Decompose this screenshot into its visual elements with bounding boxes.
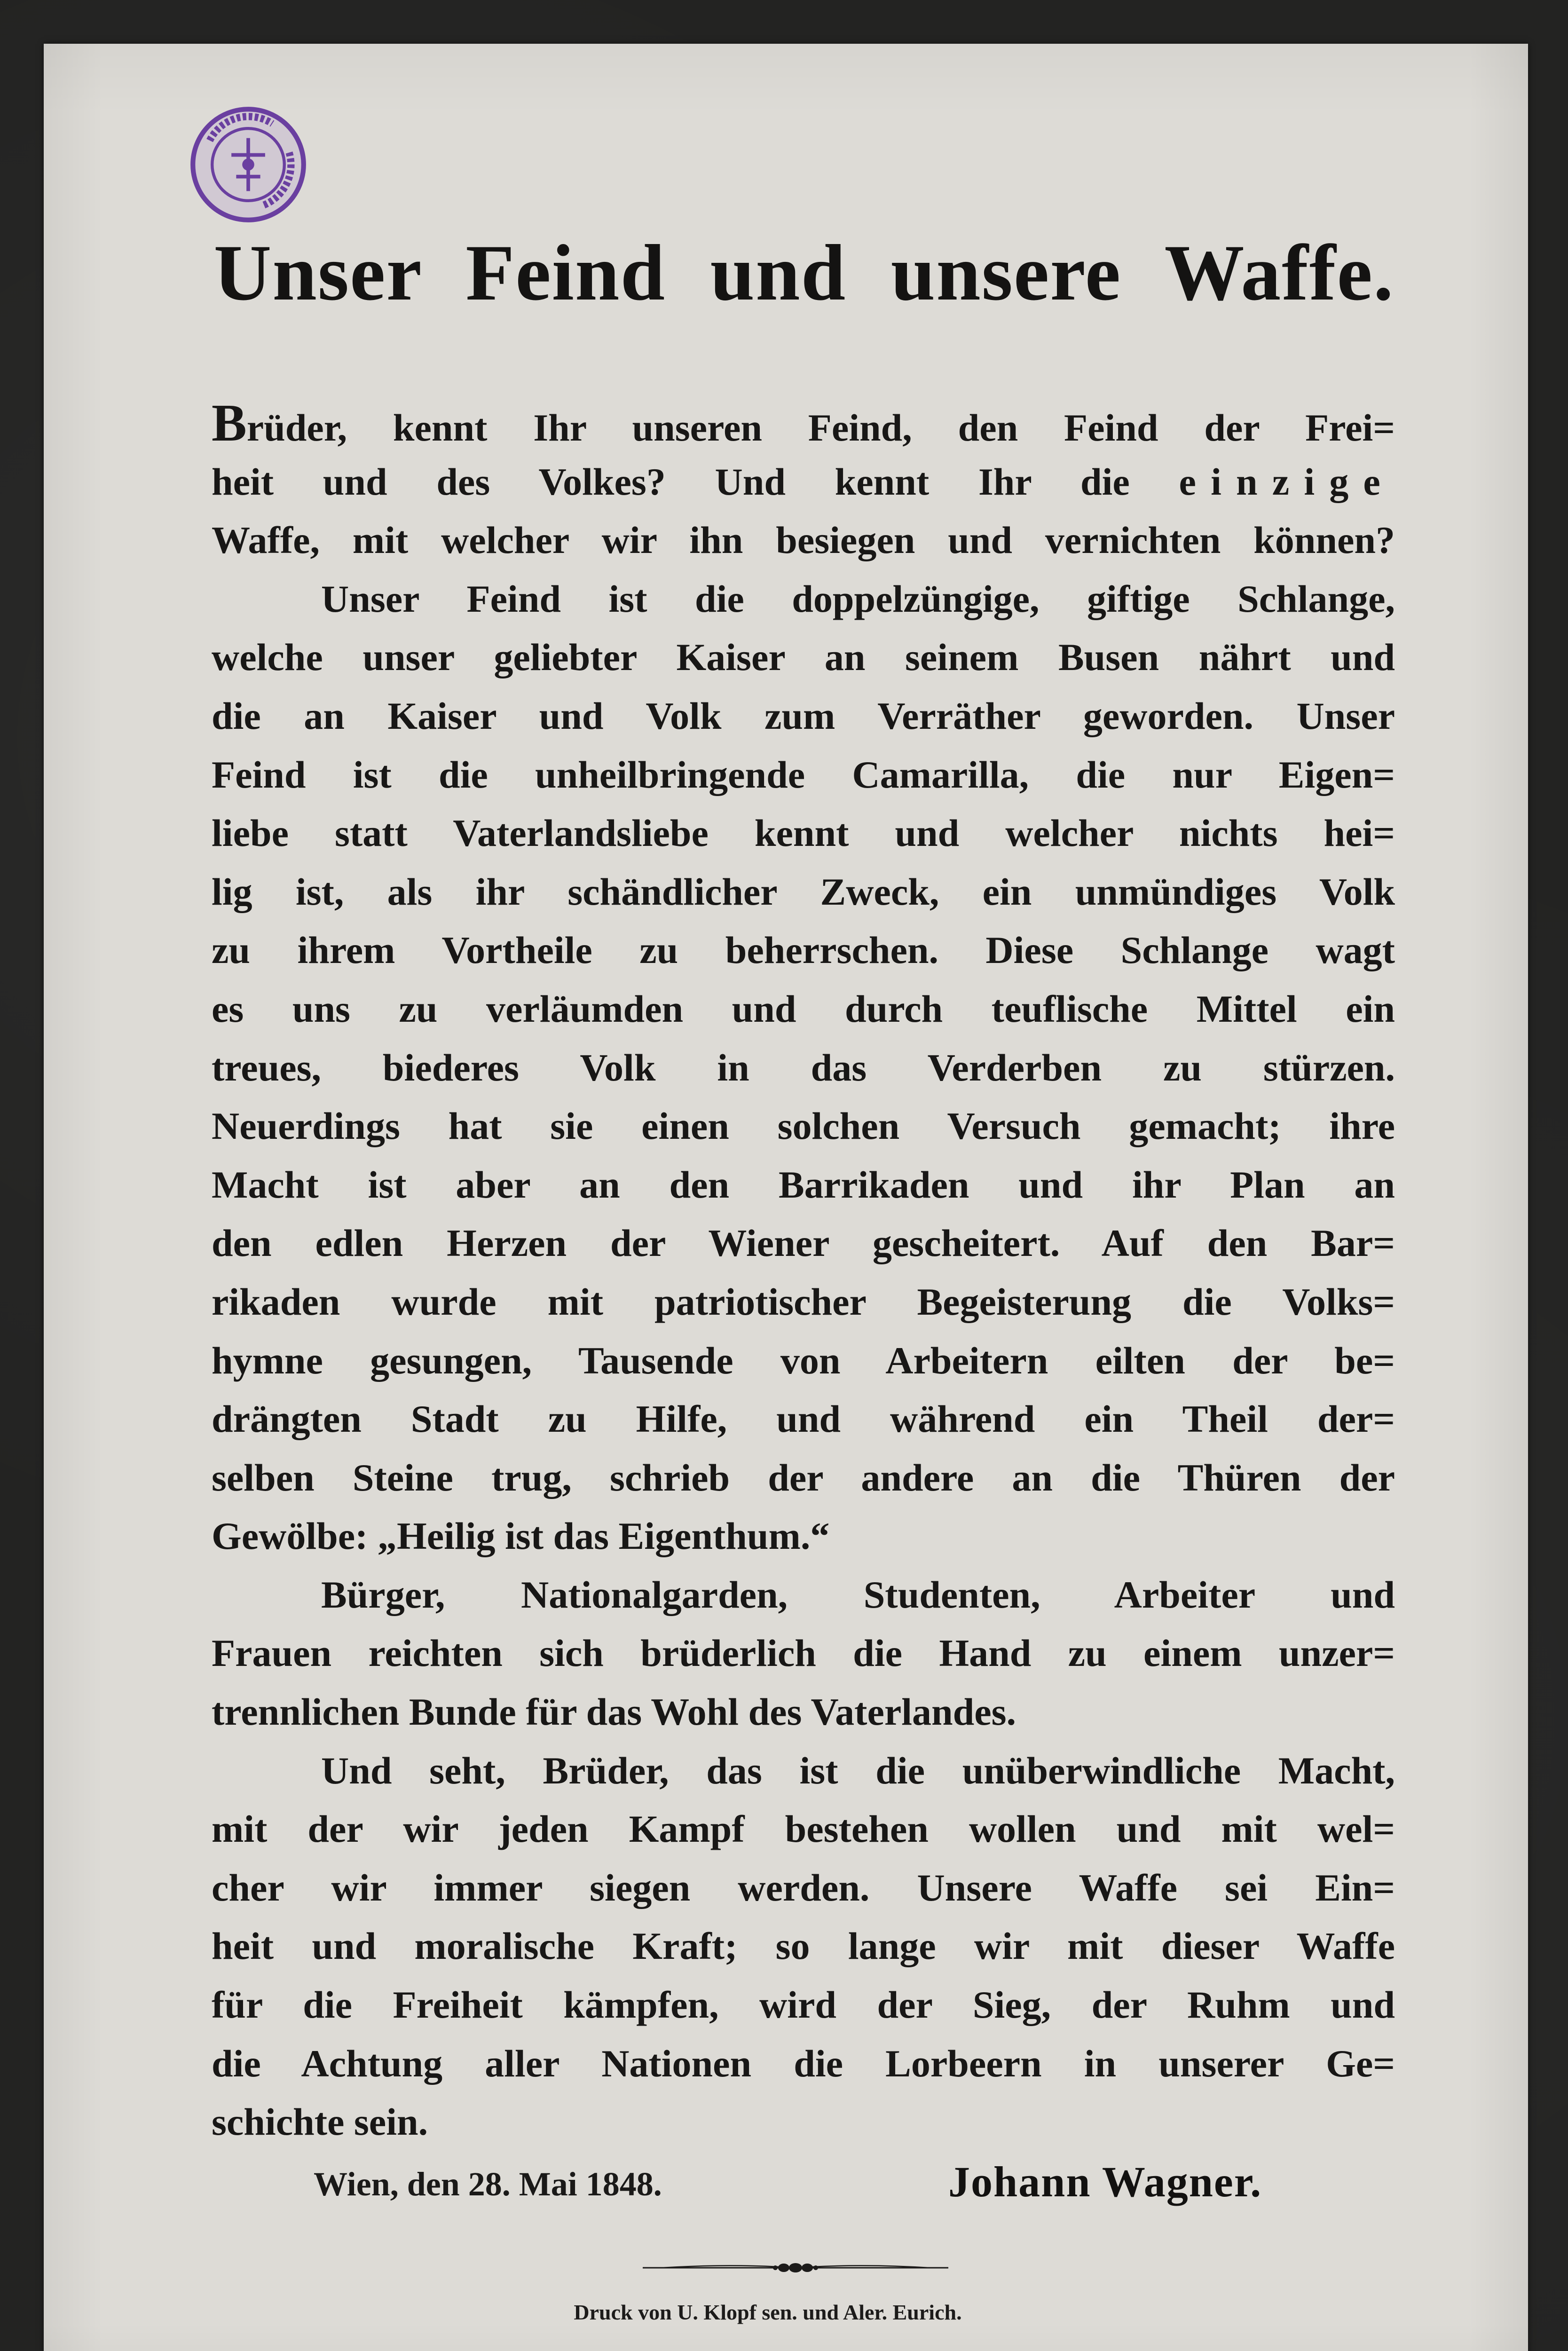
text-line: mit der wir jeden Kampf bestehen wollen und mit wel= (212, 1807, 1395, 1851)
text-line: treues, biederes Volk in das Verderben zu stürzen. (212, 1046, 1395, 1089)
text-line: die an Kaiser und Volk zum Verräther geworden. Unser (212, 694, 1395, 737)
text-line: Neuerdings hat sie einen solchen Versuch gemacht; ihre (212, 1104, 1395, 1148)
text-line: Unser Feind ist die doppelzüngige, giftige Schlange, (321, 577, 1395, 620)
text-line: Waffe, mit welcher wir ihn besiegen und vernichten können? (212, 519, 1395, 562)
text-line: Und seht, Brüder, das ist die unüberwindliche Macht, (321, 1749, 1395, 1792)
text-line: den edlen Herzen der Wiener gescheitert. Auf den Bar= (212, 1222, 1395, 1265)
text-line: cher wir immer siegen werden. Unsere Waffe sei Ein= (212, 1866, 1395, 1909)
text-line: welche unser geliebter Kaiser an seinem Busen nährt und (212, 636, 1395, 679)
text-line (212, 453, 1395, 512)
text-line: hymne gesungen, Tausende von Arbeitern eilten der be= (212, 1339, 1395, 1382)
text-line: drängten Stadt zu Hilfe, und während ein Theil der= (212, 1397, 1395, 1441)
text-line: Gewölbe: „Heilig ist das Eigenthum.“ (212, 1515, 830, 1558)
text-line: Frauen reichten sich brüderlich die Hand zu einem unzer= (212, 1632, 1395, 1675)
text-line: selben Steine trug, schrieb der andere an die Thüren der (212, 1456, 1395, 1499)
text-line: die Achtung aller Nationen die Lorbeern in unserer Ge= (212, 2042, 1395, 2085)
text-line: trennlichen Bunde für das Wohl des Vaterlandes. (212, 1690, 1016, 1734)
text-line: es uns zu verläumden und durch teuflische Mittel ein (212, 987, 1395, 1030)
text-line: Macht ist aber an den Barrikaden und ihr Plan an (212, 1163, 1395, 1206)
signatory-name: Johann Wagner. (948, 2158, 1262, 2206)
text-line: Bürger, Nationalgarden, Studenten, Arbeiter und (321, 1573, 1395, 1616)
printers-ornament-rule-icon (643, 2258, 948, 2277)
text-line: lig ist, als ihr schändlicher Zweck, ein unmündiges Volk (212, 870, 1395, 913)
text-line: Brüder, kennt Ihr unseren Feind, den Feind der Frei= (212, 394, 1395, 452)
text-line: rikaden wurde mit patriotischer Begeisterung die Volks= (212, 1280, 1395, 1323)
text-line: Feind ist die unheilbringende Camarilla, die nur Eigen= (212, 753, 1395, 796)
text-line: liebe statt Vaterlandsliebe kennt und welcher nichts hei= (212, 812, 1395, 855)
place-and-date: Wien, den 28. Mai 1848. (314, 2165, 662, 2203)
library-seal-icon (188, 104, 308, 225)
text-line-segment: heit und des Volkes? Und kennt Ihr die (212, 460, 1179, 503)
body-text (212, 394, 1395, 2152)
text-line: schichte sein. (212, 2100, 428, 2144)
printer-imprint: Druck von U. Klopf sen. und Aler. Eurich. (574, 2300, 962, 2324)
text-line: zu ihrem Vortheile zu beherrschen. Diese Schlange wagt (212, 929, 1395, 972)
emphasized-word: einzige (1179, 460, 1395, 503)
text-line: für die Freiheit kämpfen, wird der Sieg, der Ruhm und (212, 1983, 1395, 2027)
poster-title: Unser Feind und unsere Waffe. (213, 229, 1395, 317)
text-line: heit und moralische Kraft; so lange wir mit dieser Waffe (212, 1925, 1395, 1968)
